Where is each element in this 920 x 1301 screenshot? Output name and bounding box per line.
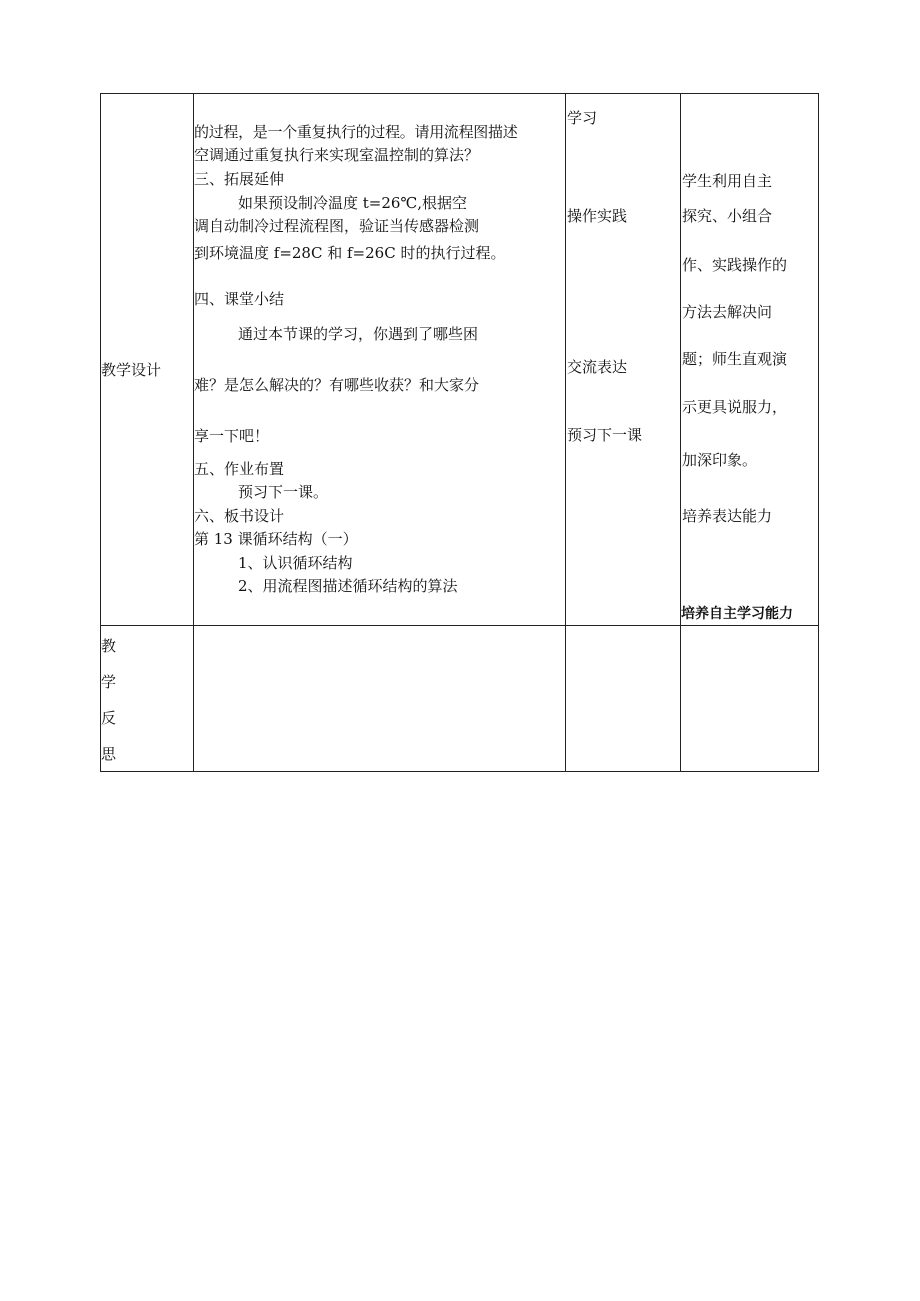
content-text: 预习下一课。 bbox=[238, 483, 329, 501]
intent-text: 示更具说服力， bbox=[682, 398, 788, 416]
board-design-item: 1、认识循环结构 bbox=[238, 554, 353, 572]
row-label-reflection-char: 思 bbox=[101, 745, 117, 763]
board-design-title: 第 13 课循环结构（一） bbox=[194, 530, 358, 548]
table-left-border bbox=[100, 93, 101, 772]
row-label-reflection-char: 教 bbox=[101, 637, 117, 655]
intent-text: 培养表达能力 bbox=[682, 507, 773, 525]
table-bottom-border bbox=[100, 771, 819, 772]
content-text: 享一下吧！ bbox=[194, 427, 270, 445]
content-text: 的过程，是一个重复执行的过程。请用流程图描述 bbox=[194, 123, 518, 141]
row-divider bbox=[100, 625, 819, 626]
intent-text: 探究、小组合 bbox=[682, 207, 773, 225]
section-heading: 四、课堂小结 bbox=[194, 290, 285, 308]
column-divider-2 bbox=[565, 93, 566, 772]
intent-text: 培养自主学习能力 bbox=[681, 606, 793, 622]
content-text: 空调通过重复执行来实现室温控制的算法？ bbox=[194, 146, 480, 164]
section-heading: 五、作业布置 bbox=[194, 460, 285, 478]
activity-practice: 操作实践 bbox=[567, 207, 628, 225]
content-text: 到环境温度 f=28C 和 f=26C 时的执行过程。 bbox=[194, 244, 506, 262]
section-heading: 六、板书设计 bbox=[194, 507, 285, 525]
table-right-border bbox=[818, 93, 819, 772]
row-label-reflection-char: 反 bbox=[101, 709, 117, 727]
table-top-border bbox=[100, 93, 819, 94]
intent-text: 题；师生直观演 bbox=[682, 350, 788, 368]
activity-communication: 交流表达 bbox=[567, 358, 628, 376]
row-label-reflection-char: 学 bbox=[101, 673, 117, 691]
intent-text: 方法去解决问 bbox=[682, 303, 773, 321]
row-label-teaching-design: 教学设计 bbox=[101, 361, 162, 379]
content-text: 通过本节课的学习，你遇到了哪些困 bbox=[238, 325, 479, 343]
content-text: 调自动制冷过程流程图，验证当传感器检测 bbox=[194, 217, 480, 235]
board-design-item: 2、用流程图描述循环结构的算法 bbox=[238, 577, 458, 595]
content-text: 难？是怎么解决的？有哪些收获？和大家分 bbox=[194, 376, 480, 394]
column-divider-3 bbox=[680, 93, 681, 772]
intent-text: 加深印象。 bbox=[682, 451, 758, 469]
section-heading: 三、拓展延伸 bbox=[194, 170, 285, 188]
activity-preview: 预习下一课 bbox=[567, 426, 643, 444]
content-text: 如果预设制冷温度 t=26℃,根据空 bbox=[238, 194, 468, 212]
activity-learning: 学习 bbox=[567, 109, 598, 127]
intent-text: 学生利用自主 bbox=[682, 172, 773, 190]
intent-text: 作、实践操作的 bbox=[682, 256, 788, 274]
